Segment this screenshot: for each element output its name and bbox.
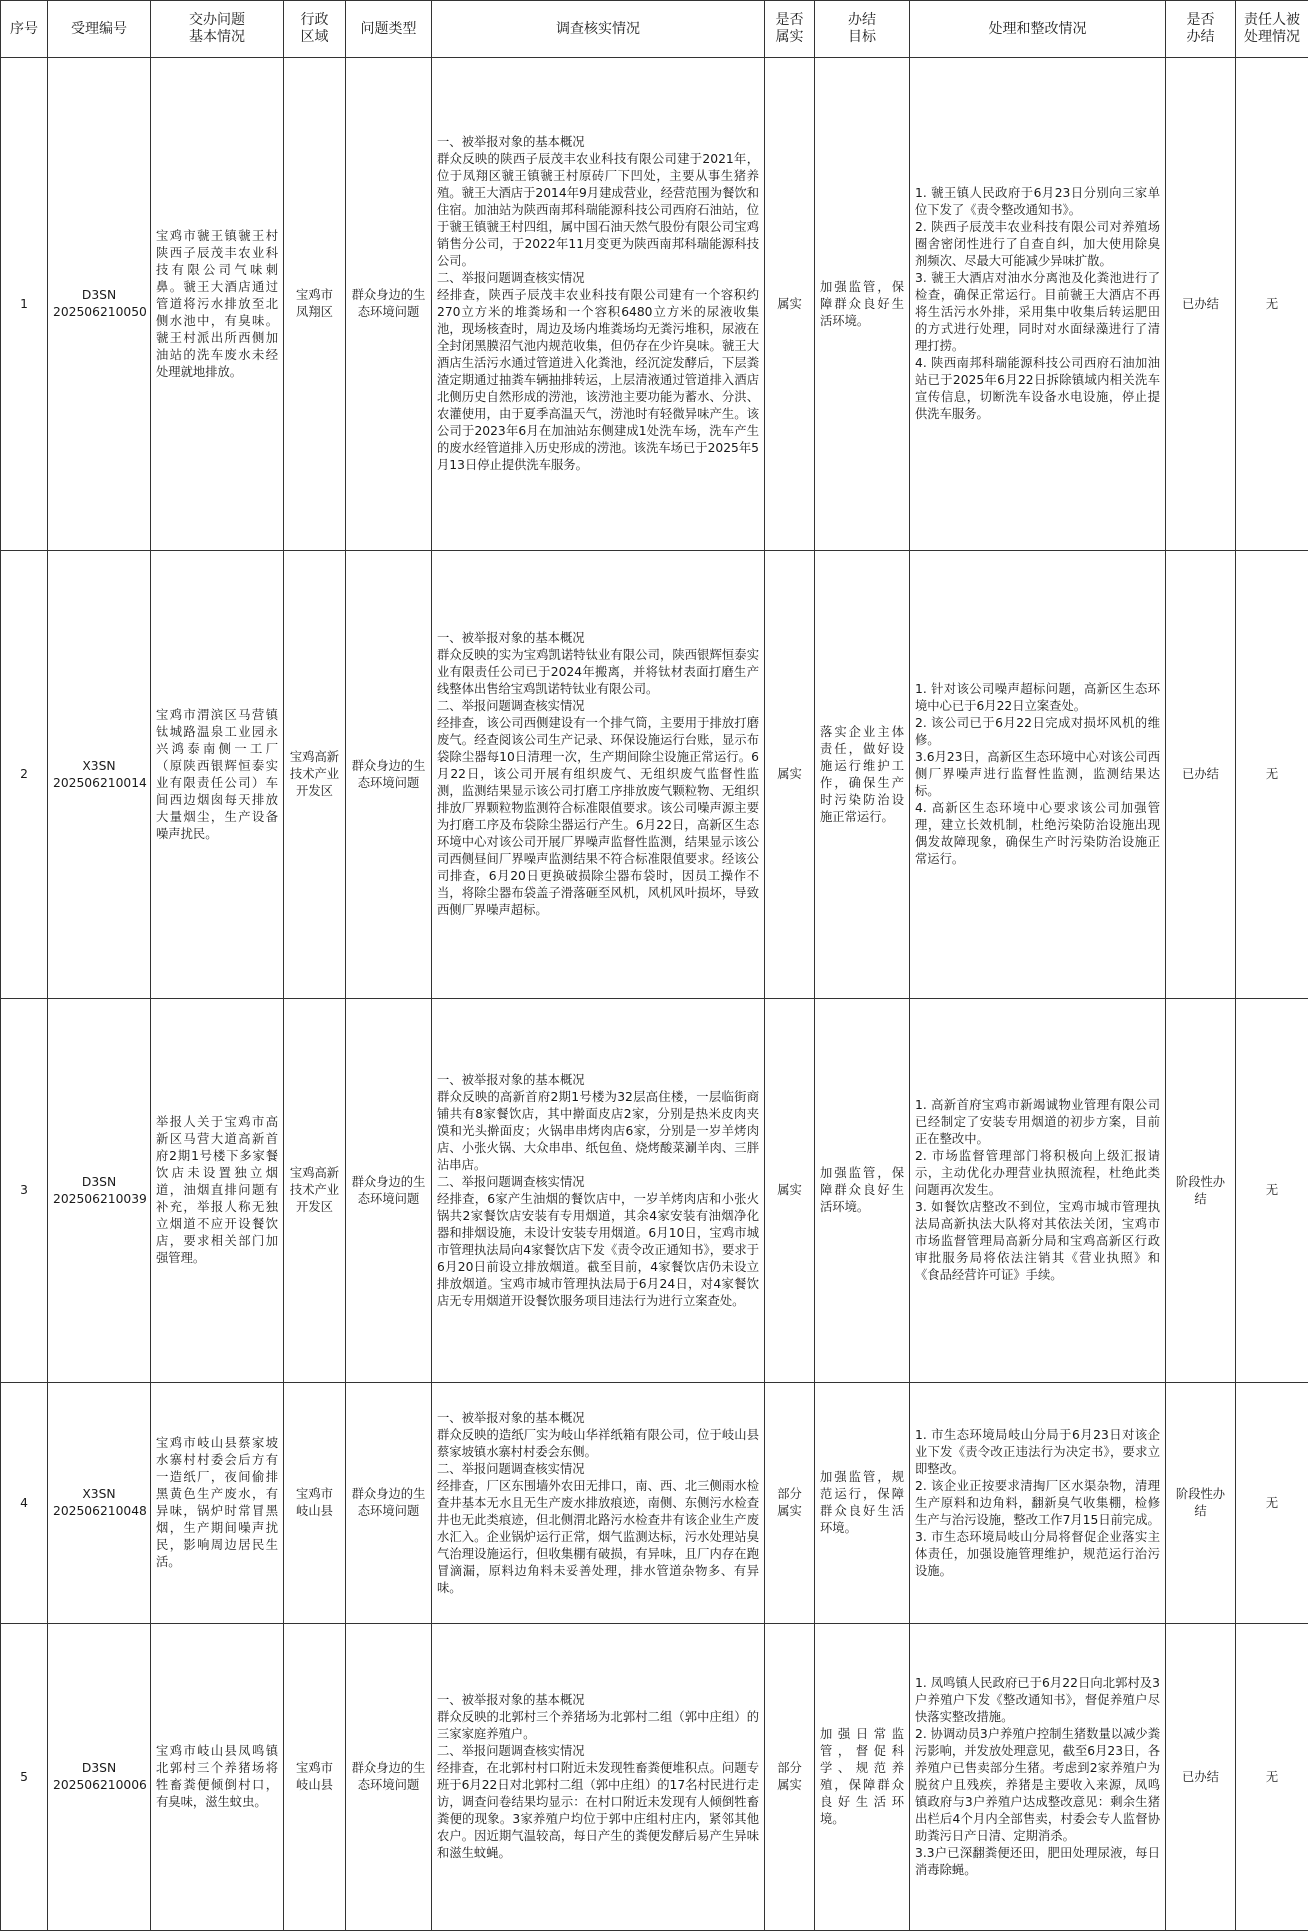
cell-issue: 宝鸡市岐山县凤鸣镇北郭村三个养猪场将牲畜粪便倾倒村口，有臭味，滋生蚊虫。 bbox=[151, 1624, 284, 1931]
cell-investigation: 一、被举报对象的基本概况 群众反映的造纸厂实为岐山华祥纸箱有限公司，位于岐山县蔡家坡镇水寨村村委会东侧。 二、举报问题调查核实情况 经排查，厂区东围墙外农田无排口，南、西、北三侧雨水检查井基本无水且无生产废水排放痕迹，南侧、东侧污水检查井也无此类痕迹，但北侧渭北路污水检查井有该企业生产废水汇入。企业锅炉运行正常，烟气监测达标，污水处理站臭气治理设施运行，但收集棚有破损，有异味，且厂内存在跑冒滴漏，原料边角料未妥善处理，排水管道杂物多、有异味。 bbox=[432, 1383, 765, 1624]
cell-done: 阶段性办结 bbox=[1166, 999, 1236, 1383]
cell-issue: 宝鸡市虢王镇虢王村陕西子辰茂丰农业科技有限公司气味刺鼻。虢王大酒店通过管道将污水排放至北侧水池中，有臭味。虢王村派出所西侧加油站的洗车废水未经处理就地排放。 bbox=[151, 58, 284, 551]
cell-type: 群众身边的生态环境问题 bbox=[346, 58, 432, 551]
cell-handling: 1. 高新首府宝鸡市新竭诚物业管理有限公司已经制定了安装专用烟道的初步方案，目前正在整改中。 2. 市场监督管理部门将积极向上级汇报请示，主动优化办理营业执照流程，杜绝此类问题再次发生。 3. 如餐饮店整改不到位，宝鸡市城市管理执法局高新执法大队将对其依法关闭，宝鸡市市场监督管理局高新分局和宝鸡高新区行政审批服务局将依法注销其《营业执照》和《食品经营许可证》手续。 bbox=[910, 999, 1166, 1383]
header-no: 序号 bbox=[1, 1, 48, 58]
cell-no: 5 bbox=[1, 1624, 48, 1931]
cell-true: 部分 属实 bbox=[765, 1624, 815, 1931]
header-row bbox=[1, 1, 1308, 58]
header-investigation: 调查核实情况 bbox=[432, 1, 765, 58]
cell-region: 宝鸡市 岐山县 bbox=[284, 1624, 346, 1931]
cell-true: 属实 bbox=[765, 999, 815, 1383]
cell-region: 宝鸡市 岐山县 bbox=[284, 1383, 346, 1624]
cell-investigation: 一、被举报对象的基本概况 群众反映的实为宝鸡凯诺特钛业有限公司，陕西银辉恒泰实业有限责任公司已于2024年搬离，并将钛材表面打磨生产线整体出售给宝鸡凯诺特钛业有限公司。 二、举报问题调查核实情况 经排查，该公司西侧建设有一个排气筒，主要用于排放打磨废气。经查阅该公司生产记录、环保设施运行台账，显示布袋除尘器每10日清理一次，生产期间除尘设施正常运行。6月22日，该公司开展有组织废气、无组织废气监督性监测，监测结果显示该公司打磨工序排放废气颗粒物、无组织排放厂界颗粒物监测符合标准限值要求。该公司噪声源主要为打磨工序及布袋除尘器运行产生。6月22日，高新区生态环境中心对该公司开展厂界噪声监督性监测，结果显示该公司西侧昼间厂界噪声监测结果不符合标准限值要求。经该公司排查，6月20日更换破损除尘器布袋时，因员工操作不当，将除尘器布袋盖子滑落砸至风机，风机风叶损坏，导致西侧厂界噪声超标。 bbox=[432, 551, 765, 999]
cell-goal: 加强日常监管，督促科学、规范养殖，保障群众良好生活环境。 bbox=[815, 1624, 910, 1931]
cell-issue: 宝鸡市岐山县蔡家坡水寨村村委会后方有一造纸厂，夜间偷排黑黄色生产废水，有异味，锅炉时常冒黑烟，生产期间噪声扰民，影响周边居民生活。 bbox=[151, 1383, 284, 1624]
cell-type: 群众身边的生态环境问题 bbox=[346, 1624, 432, 1931]
cell-goal: 加强监管，规范运行，保障群众良好生活环境。 bbox=[815, 1383, 910, 1624]
cell-done: 已办结 bbox=[1166, 58, 1236, 551]
cell-penalty: 无 bbox=[1236, 551, 1308, 999]
cell-true: 属实 bbox=[765, 551, 815, 999]
cell-no: 1 bbox=[1, 58, 48, 551]
cell-type: 群众身边的生态环境问题 bbox=[346, 1383, 432, 1624]
cell-handling: 1. 市生态环境局岐山分局于6月23日对该企业下发《责令改正违法行为决定书》，要求立即整改。 2. 该企业正按要求清掏厂区水渠杂物，清理生产原料和边角料，翻新臭气收集棚，检修生产与治污设施，整改工作7月15日前完成。 3. 市生态环境局岐山分局将督促企业落实主体责任，加强设施管理维护，规范运行治污设施。 bbox=[910, 1383, 1166, 1624]
header-id: 受理编号 bbox=[48, 1, 151, 58]
cell-region: 宝鸡高新技术产业开发区 bbox=[284, 999, 346, 1383]
cell-type: 群众身边的生态环境问题 bbox=[346, 999, 432, 1383]
cell-done: 阶段性办结 bbox=[1166, 1383, 1236, 1624]
table-row bbox=[1, 58, 1308, 551]
cell-done: 已办结 bbox=[1166, 551, 1236, 999]
cell-investigation: 一、被举报对象的基本概况 群众反映的陕西子辰茂丰农业科技有限公司建于2021年，位于凤翔区虢王镇虢王村原砖厂下凹处，主要从事生猪养殖。虢王大酒店于2014年9月建成营业，经营范围为餐饮和住宿。加油站为陕西南邦科瑞能源科技公司西府石油站，位于虢王镇虢王村四组，属中国石油天然气股份有限公司宝鸡销售分公司，于2022年11月变更为陕西南邦科瑞能源科技公司。 二、举报问题调查核实情况 经排查，陕西子辰茂丰农业科技有限公司建有一个容积约270立方米的堆粪场和一个容积6480立方米的尿液收集池，现场核查时，周边及场内堆粪场均无粪污堆积，尿液在全封闭黑膜沼气池内规范收集，但仍存在少许臭味。虢王大酒店生活污水通过管道进入化粪池，经沉淀发酵后，下层粪渣定期通过抽粪车辆抽排转运，上层清液通过管道排入酒店北侧历史自然形成的涝池，该涝池主要功能为蓄水、分洪、农灌使用，由于夏季高温天气，涝池时有轻微异味产生。该公司于2023年6月在加油站东侧建成1处洗车场，洗车产生的废水经管道排入历史形成的涝池。该洗车场已于2025年5月13日停止提供洗车服务。 bbox=[432, 58, 765, 551]
header-region: 行政 区域 bbox=[284, 1, 346, 58]
cell-id: X3SN 202506210048 bbox=[48, 1383, 151, 1624]
cell-true: 部分 属实 bbox=[765, 1383, 815, 1624]
table-row bbox=[1, 1624, 1308, 1931]
header-issue: 交办问题 基本情况 bbox=[151, 1, 284, 58]
cell-penalty: 无 bbox=[1236, 1383, 1308, 1624]
table-row bbox=[1, 551, 1308, 999]
cell-no: 3 bbox=[1, 999, 48, 1383]
cell-handling: 1. 凤鸣镇人民政府已于6月22日向北郭村及3户养殖户下发《整改通知书》，督促养殖户尽快落实整改措施。 2. 协调动员3户养殖户控制生猪数量以减少粪污影响，并发放处理意见，截至6月23日，各养殖户已售卖部分生猪。考虑到2家养殖户为脱贫户且残疾，养猪是主要收入来源，凤鸣镇政府与3户养殖户达成整改意见：剩余生猪出栏后4个月内全部售卖，村委会专人监督协助粪污日产日清、定期消杀。 3.3户已深翻粪便还田，肥田处理尿液，每日消毒除蝇。 bbox=[910, 1624, 1166, 1931]
cell-region: 宝鸡高新技术产业开发区 bbox=[284, 551, 346, 999]
header-true: 是否 属实 bbox=[765, 1, 815, 58]
cell-done: 已办结 bbox=[1166, 1624, 1236, 1931]
cell-type: 群众身边的生态环境问题 bbox=[346, 551, 432, 999]
cell-issue: 举报人关于宝鸡市高新区马营大道高新首府2期1号楼下多家餐饮店未设置独立烟道，油烟直排问题有补充，举报人称无独立烟道不应开设餐饮店，要求相关部门加强管理。 bbox=[151, 999, 284, 1383]
cell-id: X3SN 202506210014 bbox=[48, 551, 151, 999]
cell-id: D3SN 202506210050 bbox=[48, 58, 151, 551]
cell-penalty: 无 bbox=[1236, 58, 1308, 551]
cell-penalty: 无 bbox=[1236, 999, 1308, 1383]
cell-region: 宝鸡市 凤翔区 bbox=[284, 58, 346, 551]
cell-no: 2 bbox=[1, 551, 48, 999]
header-penalty: 责任人被 处理情况 bbox=[1236, 1, 1308, 58]
header-done: 是否 办结 bbox=[1166, 1, 1236, 58]
table-row bbox=[1, 1383, 1308, 1624]
header-handling: 处理和整改情况 bbox=[910, 1, 1166, 58]
cell-penalty: 无 bbox=[1236, 1624, 1308, 1931]
cell-no: 4 bbox=[1, 1383, 48, 1624]
cell-handling: 1. 虢王镇人民政府于6月23日分别向三家单位下发了《责令整改通知书》。 2. 陕西子辰茂丰农业科技有限公司对养殖场圈舍密闭性进行了自查自纠，加大使用除臭剂频次、尽最大可能减少异味扩散。 3. 虢王大酒店对油水分离池及化粪池进行了检查，确保正常运行。目前虢王大酒店不再将生活污水外排，采用集中收集后转运肥田的方式进行处理，同时对水面绿藻进行了清理打捞。 4. 陕西南邦科瑞能源科技公司西府石油加油站已于2025年6月22日拆除镇域内相关洗车宣传信息，切断洗车设备水电设施，停止提供洗车服务。 bbox=[910, 58, 1166, 551]
cell-id: D3SN 202506210006 bbox=[48, 1624, 151, 1931]
cell-goal: 落实企业主体责任，做好设施运行维护工作，确保生产时污染防治设施正常运行。 bbox=[815, 551, 910, 999]
header-type: 问题类型 bbox=[346, 1, 432, 58]
cell-issue: 宝鸡市渭滨区马营镇钛城路温泉工业园永兴鸿泰南侧一工厂（原陕西银辉恒泰实业有限责任公司）车间西边烟囱每天排放大量烟尘，生产设备噪声扰民。 bbox=[151, 551, 284, 999]
cell-investigation: 一、被举报对象的基本概况 群众反映的高新首府2期1号楼为32层高住楼，一层临街商铺共有8家餐饮店，其中擀面皮店2家，分别是热米皮肉夹馍和光头擀面皮；火锅串串烤肉店6家，分别是一岁羊烤肉店、小张火锅、大众串串、纸包鱼、烧烤酸菜涮羊肉、三胖沾串店。 二、举报问题调查核实情况 经排查，6家产生油烟的餐饮店中，一岁羊烤肉店和小张火锅共2家餐饮店安装有专用烟道，其余4家安装有油烟净化器和排烟设施，未设计安装专用烟道。6月10日，宝鸡市城市管理执法局向4家餐饮店下发《责令改正通知书》，要求于6月20日前设立排放烟道。截至目前，4家餐饮店仍未设立排放烟道。宝鸡市城市管理执法局于6月24日，对4家餐饮店无专用烟道开设餐饮服务项目违法行为进行立案查处。 bbox=[432, 999, 765, 1383]
cell-id: D3SN 202506210039 bbox=[48, 999, 151, 1383]
table-row bbox=[1, 999, 1308, 1383]
cell-handling: 1. 针对该公司噪声超标问题，高新区生态环境中心已于6月22日立案查处。 2. 该公司已于6月22日完成对损坏风机的维修。 3.6月23日，高新区生态环境中心对该公司西侧厂界噪声进行监督性监测，监测结果达标。 4. 高新区生态环境中心要求该公司加强管理，建立长效机制，杜绝污染防治设施出现偶发故障现象，确保生产时污染防治设施正常运行。 bbox=[910, 551, 1166, 999]
cell-true: 属实 bbox=[765, 58, 815, 551]
cell-goal: 加强监管，保障群众良好生活环境。 bbox=[815, 999, 910, 1383]
header-goal: 办结 目标 bbox=[815, 1, 910, 58]
cell-goal: 加强监管，保障群众良好生活环境。 bbox=[815, 58, 910, 551]
cell-investigation: 一、被举报对象的基本概况 群众反映的北郭村三个养猪场为北郭村二组（郭中庄组）的三家家庭养殖户。 二、举报问题调查核实情况 经排查，在北郭村村口附近未发现牲畜粪便堆积点。问题专班于6月22日对北郭村二组（郭中庄组）的17名村民进行走访，调查问卷结果均显示：在村口附近未发现有人倾倒牲畜粪便的现象。3家养殖户均位于郭中庄组村庄内，紧邻其他农户。因近期气温较高，每日产生的粪便发酵后易产生异味和滋生蚊蝇。 bbox=[432, 1624, 765, 1931]
